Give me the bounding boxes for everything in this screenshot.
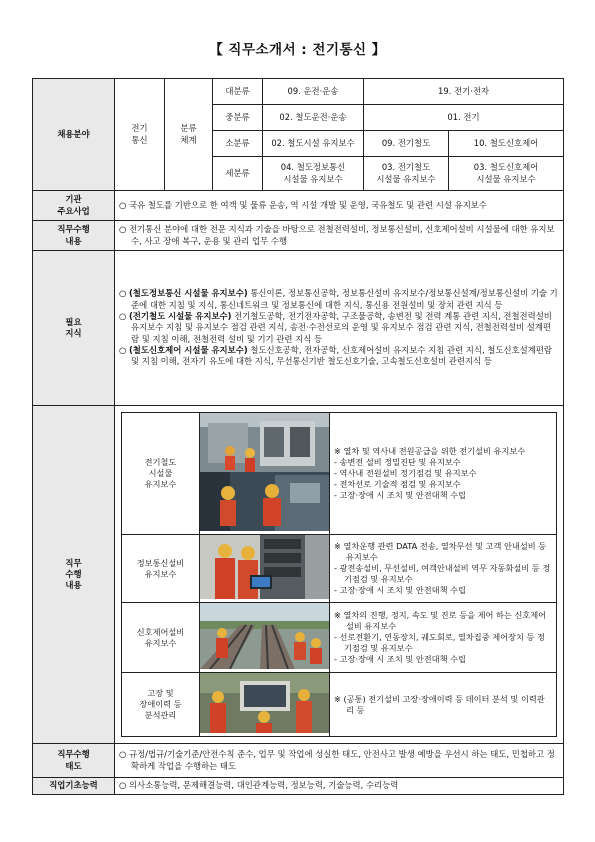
level-label-detail: 세분류: [213, 157, 263, 191]
system-label: 분류 체계: [165, 79, 213, 191]
duty-note-analysis: ※ (공통) 전기설비 고장·장애이력 등 데이터 분석 및 이력관리 등: [334, 693, 545, 715]
level-label-middle: 중분류: [213, 105, 263, 131]
minor-value-1: 02. 철도시설 유지보수: [263, 131, 364, 157]
level-label-major: 대분류: [213, 79, 263, 105]
attitude-label: 직무수행 태도: [33, 744, 115, 778]
job-content-text: ○ 전기통신 분야에 대한 전문 지식과 기술을 바탕으로 전철전력설비, 정보통신설비, 신호제어설비 시설물에 대한 유지보수, 사고 장애 복구, 운용 및 관리 업무 수행: [119, 224, 555, 246]
job-content-label: 직무수행 내용: [33, 221, 115, 251]
level-label-minor: 소분류: [213, 131, 263, 157]
recruit-field-label: 채용분야: [33, 79, 115, 191]
knowledge-item-3: ○ (철도신호제어 시설물 유지보수) 철도신호공학, 전자공학, 신호제어설비 유지보수 지침 관련 지식, 철도신호설계편람 및 지침 이해, 전자기 유도에 대한 지식, 무선통신기반 철도신호기술, 고속철도신호설비 관련지식 등: [119, 345, 553, 367]
middle-value-2: 01. 전기: [364, 105, 564, 131]
detail-value-2: 03. 전기철도 시설물 유지보수: [364, 157, 449, 191]
duty-name-electric: 전기철도 시설물 유지보수: [122, 413, 200, 535]
detail-value-3: 03. 철도신호제어 시설물 유지보수: [449, 157, 564, 191]
duty-name-analysis: 고장 및 장애이력 등 분석관리: [122, 673, 200, 737]
duty-bullet: - 송변전 설비 정밀진단 및 유지보수: [334, 456, 461, 467]
photo-electric: [200, 413, 330, 535]
knowledge-item-1: ○ (철도정보통신 시설물 유지보수) 통신이론, 정보통신공학, 정보통신설비 유지보수/정보통신설계/정보통신설비 기술 기준에 대한 지침 및 지식, 통신네트워크 및 정보통신에 대한 지식, 통신용 전원설비 및 장치 관련 지식 등: [119, 288, 558, 310]
basic-ability-text: ○ 의사소통능력, 문제해결능력, 대인관계능력, 정보능력, 기술능력, 수리능력: [119, 780, 399, 791]
major-value-1: 09. 운전·운송: [263, 79, 364, 105]
major-value-2: 19. 전기·전자: [364, 79, 564, 105]
duty-bullet: - 광전송설비, 무선설비, 여객안내설비 역무 자동화설비 등 정기점검 및 유지보수: [334, 563, 551, 585]
telecom-facility-image: [200, 535, 329, 599]
inspection-image: [200, 673, 329, 733]
photo-signal: [200, 603, 330, 673]
basic-ability-label: 직업기초능력: [33, 778, 115, 794]
detail-value-1: 04. 철도정보통신 시설물 유지보수: [263, 157, 364, 191]
duty-note-electric: ※ 열차 및 역사내 전원공급을 위한 전기설비 유지보수: [334, 445, 526, 456]
middle-value-1: 02. 철도운전·운송: [263, 105, 364, 131]
minor-value-3: 10. 철도신호제어: [449, 131, 564, 157]
duty-bullet: - 고장·장애 시 조치 및 안전대책 수립: [334, 654, 466, 665]
business-label: 기관 주요사업: [33, 191, 115, 221]
attitude-text: ○ 규정/법규/기술기준/안전수칙 준수, 업무 및 작업에 성실한 태도, 안전사고 발생 예방을 우선시 하는 태도, 민첩하고 정확하게 작업을 수행하는 태도: [119, 749, 555, 771]
duty-bullet: - 전차선로 기술적 점검 및 유지보수: [334, 479, 461, 490]
duties-table: [121, 412, 557, 737]
field-name: 전기 통신: [115, 79, 165, 191]
duties-label: 직무 수행 내용: [33, 406, 115, 744]
duty-name-signal: 신호제어설비 유지보수: [122, 603, 200, 673]
duty-bullet: - 선로전환기, 연동장치, 궤도회로, 열차집중 제어장치 등 정기점검 및 유지보수: [334, 632, 545, 654]
knowledge-label: 필요 지식: [33, 251, 115, 406]
page-title: 【 직무소개서 : 전기통신 】: [209, 42, 386, 58]
duty-bullet: - 고장·장애 시 조치 및 안전대책 수립: [334, 585, 466, 596]
duty-note-telecom: ※ 열차운행 관련 DATA 전송, 열차무선 및 고객 안내설비 등 유지보수: [334, 540, 547, 562]
minor-value-2: 09. 전기철도: [364, 131, 449, 157]
duty-note-signal: ※ 열차의 진행, 정지, 속도 및 진로 등을 제어 하는 신호제어설비 유지보수: [334, 610, 547, 632]
duty-bullet: - 역사내 전원설비 정기점검 및 유지보수: [334, 468, 477, 478]
duty-name-telecom: 정보통신설비 유지보수: [122, 535, 200, 603]
photo-analysis: [200, 673, 330, 737]
photo-telecom: [200, 535, 330, 603]
electric-facility-image: [200, 413, 329, 531]
railway-track-image: [200, 603, 329, 669]
business-text: ○ 국유 철도를 기반으로 한 여객 및 물류 운송, 역 시설 개발 및 운영, 국유철도 및 관련 시설 유지보수: [119, 199, 487, 210]
knowledge-item-2: ○ (전기철도 시설물 유지보수) 전기철도공학, 전기전자공학, 구조물공학, 송변전 및 전력 계통 관련 지식, 전철전력설비 유지보수 지침 및 유지보수 점검 관련 지식, 송전·수전선로의 운영 및 유지보수 점검 관련 지식, 전철전력설비 설계편람 및 지침 이해, 전철전력 설비 및 기기 관련 지식 등: [119, 310, 552, 344]
job-description-table: [32, 78, 564, 795]
duty-bullet: - 고장·장애 시 조치 및 안전대책 수립: [334, 490, 466, 501]
